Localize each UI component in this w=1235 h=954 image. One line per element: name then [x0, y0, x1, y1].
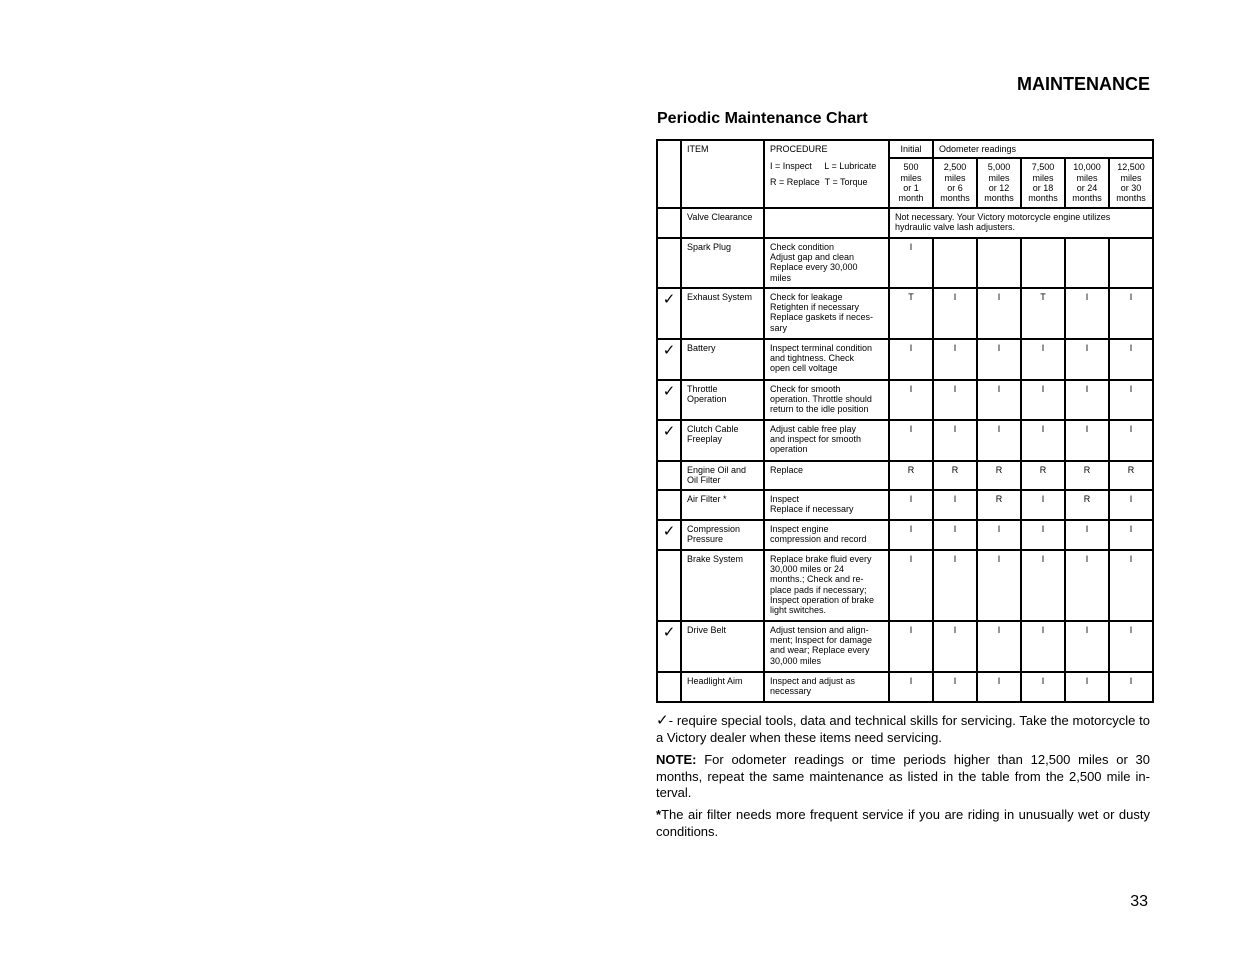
procedure-line: and wear; Replace every	[770, 645, 870, 656]
procedure-line: Check condition	[770, 241, 835, 252]
item-name: Pressure	[687, 534, 724, 545]
check-cell	[657, 208, 681, 238]
interval-value-cell: R	[977, 461, 1021, 490]
procedure-line: place pads if necessary;	[770, 584, 867, 595]
interval-header-0	[889, 158, 933, 207]
procedure-cell	[764, 461, 889, 490]
check-cell	[657, 550, 681, 621]
section-title: MAINTENANCE	[1017, 74, 1150, 94]
interval-header-4	[1065, 158, 1109, 207]
item-name: Operation	[687, 394, 727, 405]
interval-header-1	[933, 158, 977, 207]
check-cell	[657, 380, 681, 420]
interval-line: miles	[1076, 172, 1098, 183]
table-row	[657, 208, 1153, 238]
interval-value-cell: I	[1109, 420, 1153, 461]
item-name: Engine Oil and	[687, 464, 747, 475]
interval-value-cell: I	[1021, 490, 1065, 520]
interval-line: miles	[1120, 172, 1142, 183]
check-cell	[657, 288, 681, 339]
interval-value-cell: R	[1109, 461, 1153, 490]
interval-value-cell: I	[1109, 380, 1153, 420]
interval-value-cell: I	[933, 288, 977, 339]
interval-value-cell: I	[1109, 339, 1153, 380]
interval-line: miles	[900, 172, 922, 183]
procedure-line: sary	[770, 322, 788, 333]
procedure-line: Replace brake fluid every	[770, 553, 872, 564]
note-text: For odometer readings or time periods higher than 12,500 miles or 30 months, repeat the same maintenance as listed in the table from the 2,500 mile in-terval.	[656, 752, 1150, 800]
interval-line: 2,500	[943, 162, 967, 173]
check-icon: ✓	[656, 712, 669, 729]
item-name: Clutch Cable	[687, 423, 739, 434]
interval-value-cell: R	[889, 461, 933, 490]
page-number: 33	[1130, 893, 1148, 910]
interval-line: or 18	[1032, 183, 1054, 194]
interval-value-cell: I	[1065, 672, 1109, 702]
check-cell	[657, 520, 681, 550]
interval-value-cell: I	[1109, 288, 1153, 339]
legend-line-1: I = Inspect L = Lubricate	[770, 161, 877, 172]
interval-line: miles	[944, 172, 966, 183]
odometer-header: Odometer readings	[933, 140, 1153, 158]
interval-value-cell: I	[933, 490, 977, 520]
check-cell	[657, 420, 681, 461]
air-filter-text: The air filter needs more frequent service if you are riding in unusually wet or dusty conditions.	[656, 807, 1150, 839]
item-name: Freeplay	[687, 434, 723, 445]
procedure-header-label: PROCEDURE	[770, 144, 828, 154]
item-cell	[681, 238, 764, 288]
check-icon: ✓	[662, 422, 676, 440]
procedure-cell	[764, 288, 889, 339]
item-name: Compression	[687, 523, 741, 534]
item-cell	[681, 550, 764, 621]
procedure-line: necessary	[770, 686, 812, 697]
item-name: Headlight Aim	[687, 675, 743, 686]
interval-value-cell: I	[933, 380, 977, 420]
interval-value-cell: I	[889, 490, 933, 520]
check-icon: ✓	[662, 341, 676, 359]
procedure-line: Retighten if necessary	[770, 302, 860, 313]
interval-value-cell: I	[1021, 380, 1065, 420]
interval-value-cell: I	[1021, 550, 1065, 621]
note-label: NOTE:	[656, 752, 697, 767]
interval-value-cell	[1021, 238, 1065, 288]
interval-line: months	[940, 193, 970, 204]
procedure-cell	[764, 339, 889, 380]
interval-value-cell: I	[1065, 420, 1109, 461]
item-cell	[681, 621, 764, 672]
interval-value-cell: I	[977, 621, 1021, 672]
table-row	[657, 490, 1153, 520]
procedure-line: Replace	[770, 464, 804, 475]
note-cell: Not necessary. Your Victory motorcycle engine utilizes hydraulic valve lash adjusters.	[889, 208, 1153, 238]
header-row	[657, 140, 1153, 158]
item-cell	[681, 288, 764, 339]
table-row	[657, 520, 1153, 550]
legend-line-2: R = Replace T = Torque	[770, 176, 868, 187]
special-tools-note	[656, 713, 1150, 746]
interval-value-cell: I	[933, 550, 977, 621]
interval-value-cell: R	[1021, 461, 1065, 490]
table-row	[657, 288, 1153, 339]
interval-value-cell: I	[933, 621, 977, 672]
item-cell	[681, 420, 764, 461]
check-cell	[657, 490, 681, 520]
interval-value-cell: I	[977, 380, 1021, 420]
table-row	[657, 621, 1153, 672]
interval-line: 500	[903, 162, 919, 173]
item-name: Drive Belt	[687, 624, 727, 635]
interval-value-cell: I	[977, 420, 1021, 461]
interval-value-cell	[1109, 238, 1153, 288]
item-cell	[681, 461, 764, 490]
procedure-cell	[764, 420, 889, 461]
interval-value-cell: I	[1065, 380, 1109, 420]
air-filter-note	[656, 807, 1150, 840]
interval-value-cell	[933, 238, 977, 288]
table-row	[657, 238, 1153, 288]
table-row	[657, 461, 1153, 490]
interval-line: miles	[1032, 172, 1054, 183]
interval-value-cell: I	[933, 672, 977, 702]
check-icon: ✓	[662, 290, 676, 308]
interval-line: or 24	[1076, 183, 1098, 194]
procedure-line: compression and record	[770, 534, 867, 545]
interval-value-cell: I	[1065, 339, 1109, 380]
interval-value-cell: I	[1021, 520, 1065, 550]
interval-value-cell	[977, 238, 1021, 288]
procedure-line: and inspect for smooth	[770, 434, 862, 445]
procedure-line: operation. Throttle should	[770, 394, 872, 405]
interval-value-cell: I	[1021, 672, 1065, 702]
table-row	[657, 672, 1153, 702]
interval-value-cell: I	[889, 238, 933, 288]
procedure-cell	[764, 672, 889, 702]
odometer-note	[656, 752, 1150, 802]
item-header: ITEM	[681, 140, 764, 208]
procedure-line: Check for leakage	[770, 291, 843, 302]
maintenance-table	[656, 139, 1154, 703]
item-name: Air Filter *	[687, 493, 727, 504]
check-cell	[657, 672, 681, 702]
interval-line: months	[1116, 193, 1146, 204]
interval-value-cell: I	[1021, 621, 1065, 672]
interval-value-cell: I	[977, 520, 1021, 550]
item-name: Battery	[687, 342, 716, 353]
check-icon: ✓	[662, 522, 676, 540]
check-cell	[657, 461, 681, 490]
interval-line: or 1	[903, 183, 919, 194]
procedure-line: Inspect	[770, 493, 800, 504]
interval-value-cell: R	[1065, 461, 1109, 490]
procedure-line: Inspect operation of brake	[770, 595, 875, 606]
procedure-cell	[764, 621, 889, 672]
procedure-line: Adjust gap and clean	[770, 252, 855, 263]
item-name: Spark Plug	[687, 241, 732, 252]
procedure-cell	[764, 238, 889, 288]
procedure-line: 30,000 miles	[770, 655, 822, 666]
interval-header-5	[1109, 158, 1153, 207]
interval-value-cell: I	[1109, 490, 1153, 520]
interval-line: miles	[988, 172, 1010, 183]
item-name: Brake System	[687, 553, 744, 564]
interval-line: 7,500	[1031, 162, 1055, 173]
procedure-cell	[764, 550, 889, 621]
procedure-line: open cell voltage	[770, 363, 838, 374]
interval-value-cell: I	[889, 380, 933, 420]
interval-value-cell: I	[889, 550, 933, 621]
procedure-line: Replace if necessary	[770, 504, 854, 515]
interval-line: months	[1028, 193, 1058, 204]
procedure-cell	[764, 380, 889, 420]
special-tools-text: - require special tools, data and technical skills for servicing. Take the motorcycle to a Victory dealer when these items need servicing.	[656, 713, 1150, 745]
interval-value-cell: I	[933, 520, 977, 550]
interval-value-cell: I	[1065, 550, 1109, 621]
procedure-line: Adjust cable free play	[770, 423, 857, 434]
interval-value-cell: I	[1021, 339, 1065, 380]
interval-line: months	[1072, 193, 1102, 204]
initial-header: Initial	[889, 140, 933, 158]
procedure-line: months.; Check and re-	[770, 574, 864, 585]
procedure-line: Inspect and adjust as	[770, 675, 856, 686]
procedure-line: 30,000 miles or 24	[770, 564, 845, 575]
interval-line: or 30	[1120, 183, 1142, 194]
procedure-line: ment; Inspect for damage	[770, 635, 873, 646]
interval-value-cell: I	[1109, 550, 1153, 621]
procedure-line: miles	[770, 272, 792, 283]
item-name: Oil Filter	[687, 475, 721, 486]
interval-line: or 12	[988, 183, 1010, 194]
interval-value-cell: I	[1109, 621, 1153, 672]
check-icon: ✓	[662, 623, 676, 641]
item-cell	[681, 208, 764, 238]
interval-value-cell: I	[889, 621, 933, 672]
procedure-line: light switches.	[770, 605, 827, 616]
interval-value-cell: I	[1109, 520, 1153, 550]
table-row	[657, 339, 1153, 380]
interval-line: 5,000	[987, 162, 1011, 173]
procedure-cell	[764, 208, 889, 238]
item-name: Throttle	[687, 383, 718, 394]
interval-value-cell: R	[933, 461, 977, 490]
interval-value-cell: I	[889, 339, 933, 380]
interval-value-cell: I	[977, 288, 1021, 339]
interval-line: or 6	[947, 183, 963, 194]
check-cell	[657, 238, 681, 288]
interval-header-2	[977, 158, 1021, 207]
interval-value-cell: I	[889, 672, 933, 702]
interval-value-cell: T	[889, 288, 933, 339]
chart-title: Periodic Maintenance Chart	[657, 110, 868, 127]
procedure-line: return to the idle position	[770, 404, 869, 415]
interval-value-cell: I	[1065, 520, 1109, 550]
interval-line: month	[898, 193, 924, 204]
interval-line: 12,500	[1117, 162, 1145, 173]
interval-line: 10,000	[1073, 162, 1101, 173]
item-cell	[681, 339, 764, 380]
procedure-line: Inspect terminal condition	[770, 342, 873, 353]
item-cell	[681, 490, 764, 520]
asterisk-symbol: *	[656, 807, 662, 822]
interval-value-cell: I	[1021, 420, 1065, 461]
interval-value-cell: I	[977, 550, 1021, 621]
procedure-cell	[764, 490, 889, 520]
procedure-line: Check for smooth	[770, 383, 841, 394]
interval-value-cell: T	[1021, 288, 1065, 339]
interval-header-3	[1021, 158, 1065, 207]
procedure-line: operation	[770, 444, 808, 455]
procedure-header	[764, 140, 889, 208]
procedure-line: Replace every 30,000	[770, 262, 858, 273]
check-cell	[657, 621, 681, 672]
interval-value-cell: I	[889, 420, 933, 461]
item-name: Valve Clearance	[687, 211, 753, 222]
interval-value-cell: I	[933, 339, 977, 380]
procedure-line: and tightness. Check	[770, 353, 855, 364]
item-cell	[681, 520, 764, 550]
interval-line: months	[984, 193, 1014, 204]
interval-value-cell	[1065, 238, 1109, 288]
table-row	[657, 550, 1153, 621]
interval-value-cell: I	[977, 672, 1021, 702]
interval-value-cell: I	[1109, 672, 1153, 702]
item-cell	[681, 672, 764, 702]
procedure-line: Inspect engine	[770, 523, 829, 534]
table-row	[657, 380, 1153, 420]
interval-value-cell: I	[1065, 288, 1109, 339]
interval-value-cell: I	[977, 339, 1021, 380]
interval-value-cell: I	[1065, 621, 1109, 672]
interval-value-cell: R	[977, 490, 1021, 520]
procedure-line: Adjust tension and align-	[770, 624, 869, 635]
interval-value-cell: I	[933, 420, 977, 461]
interval-value-cell: R	[1065, 490, 1109, 520]
check-icon: ✓	[662, 382, 676, 400]
item-name: Exhaust System	[687, 291, 753, 302]
check-cell	[657, 339, 681, 380]
table-row	[657, 420, 1153, 461]
item-cell	[681, 380, 764, 420]
interval-value-cell: I	[889, 520, 933, 550]
check-header-cell	[657, 140, 681, 208]
procedure-cell	[764, 520, 889, 550]
procedure-line: Replace gaskets if neces-	[770, 312, 874, 323]
